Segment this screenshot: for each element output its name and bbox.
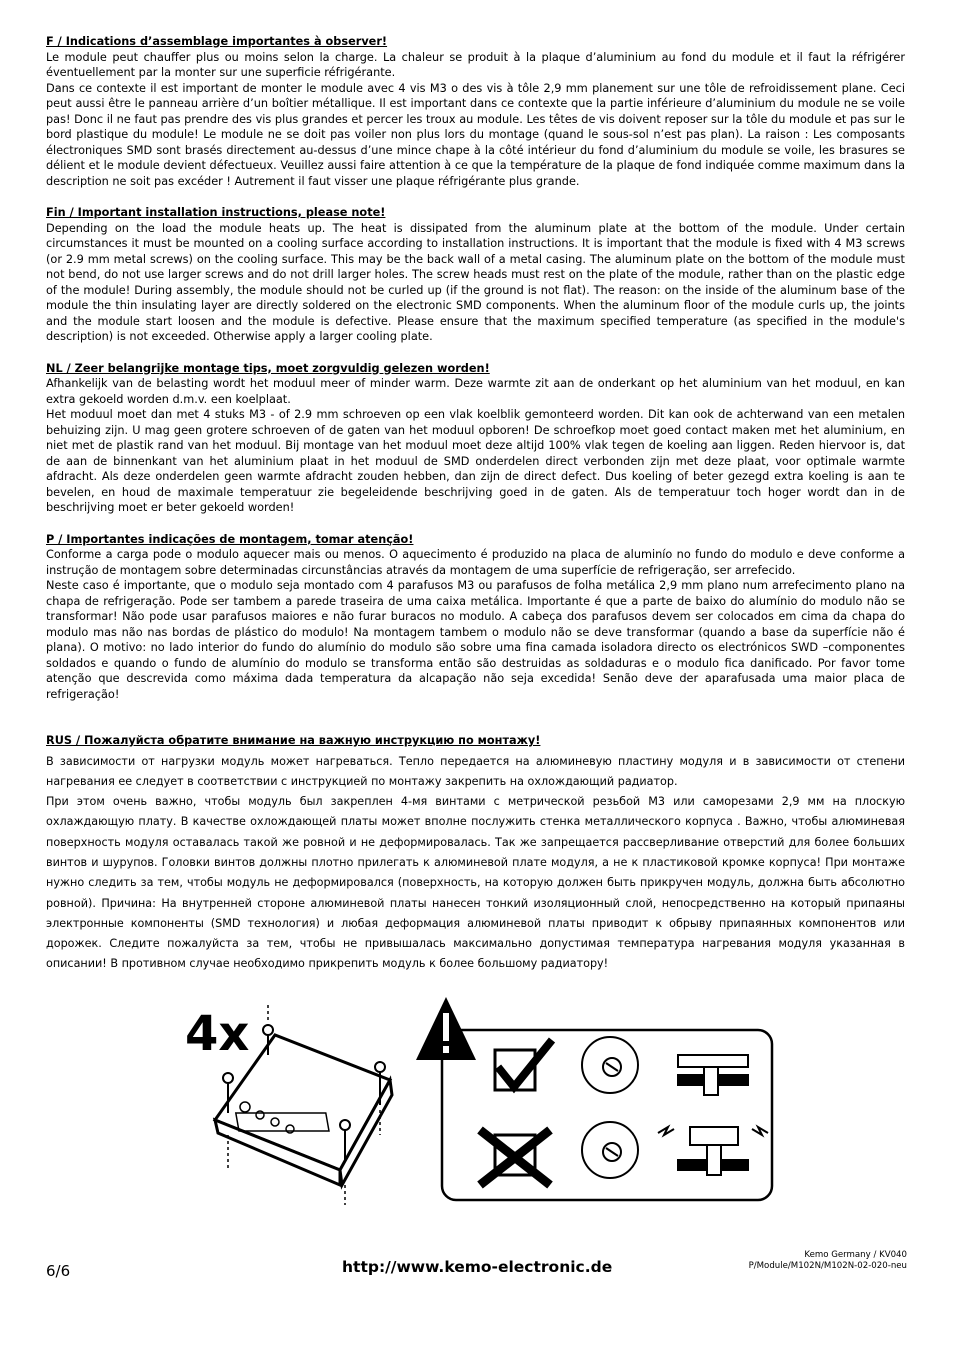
paragraph: Conforme a carga pode o modulo aquecer mais ou menos. O aquecimento é produzido na placa de aluminío no fundo do modulo e deve conforme a instrução de montagem sobre determinadas circunstâncias através da montagem de uma superfície de refrigeração, ser arrefecido. (46, 548, 905, 577)
section-heading: Fin / Important installation instructions, please note! (46, 206, 386, 219)
quantity-label: 4x (185, 1006, 250, 1062)
warning-triangle-icon (416, 997, 476, 1060)
section-heading: RUS / Пожалуйста обратите внимание на важную инструкцию по монтажу! (46, 734, 541, 747)
paragraph: Dans ce contexte il est important de monter le module avec 4 vis M3 o des vis à tôle 2,9 mm planement sur une tôle de refroidissement plane. Ceci peut aussi être le panneau arrière d’un boîtier métallique. Il est important dans ce contexte que la partie inférieure d’aluminium du module ne se voile pas! Donc il ne faut pas prendre des vis plus grandes et percer les troux au module. Les têtes de vis doivent reposer sur la tôle du module et pas sur le bord plastique du module! Le module ne se doit pas voiler non plus lors du montage (quand le sous-sol n’est pas plan). La raison : Les composants électroniques SMD sont brasés directement au-dessus d’une mince chape à la côté intérieur du fond d’aluminium du module se voile, les brasures se délient et le module devient défectueux. Veuillez aussi faire attention à ce que la température de la plaque de fond indiquée comme maximum dans la description ne soit pas excéder ! Autrement il faut visser une plaque réfrigérante plus grande. (46, 81, 905, 188)
reference-line: P/Module/M102N/M102N-02-020-neu (748, 1261, 907, 1271)
module-screws-diagram (185, 1005, 392, 1205)
document-body (46, 34, 905, 991)
section-heading: P / Importantes indicações de montagem, tomar atenção! (46, 532, 414, 546)
paragraph: Neste caso é importante, que o modulo seja montado com 4 parafusos M3 ou parafusos de folha metálica 2,9 mm plano num arrefecimento plano na chapa de refrigeração. Pode ser tambem a parede traseira de uma caixa metálica. Importante é que a parte de baixo do alumínio do modulo não se transformar! Não pode usar parafusos maiores e não furar buracos no modulo. A cabeça dos parafusos devem ser colocados em cima da chapa do modulo mas não nas bordas de plástico do modulo! Na montagem tambem o modulo não se deve transformar (quando a base da superfície não é plana). O motivo: no lado interior do fundo do alumínio do modulo são sobre uma fina camada isoladora directo os electrónicos SWD –componentes soldados e quando o fundo de alumínio do modulo se transforma então são destruidas as soldaduras e o modulo fica danificado. Por favor tome atenção que descrevida como máxima dada temperatura da alcapação não seja excedida! Senão deve der aparafusada uma maior placa de refrigeração! (46, 579, 905, 701)
paragraph: Afhankelijk van de belasting wordt het moduul meer of minder warm. Deze warmte zit aan de onderkant op het aluminium van het moduul, en kan extra gekoeld worden d.m.v. een koelplaat. (46, 377, 905, 406)
section-ru (46, 733, 905, 975)
paragraph: Depending on the load the module heats up. The heat is dissipated from the aluminum plate at the bottom of the module. Under certain circumstances it must be mounted on a cooling surface according to installation instructions. It is important that the module is fixed with 4 M3 screws (or 2.9 mm metal screws) on the cooling surface. This may be the back wall of a metal casing. The aluminum plate on the bottom of the module must not bend, do not use larger screws and do not drill larger holes. The screw heads must rest on the plate of the module, rather than on the plastic edge of the module! During assembly, the module should not be curled up (if the ground is not flat). The reason: on the inside of the aluminum base of the module the thin insulating layer are directly soldered on the electronic SMD components. When the aluminum floor of the module curls up, the joints and the module start loosen and the module is defective. Please ensure that the maximum specified temperature (as specified in the module's description) is not exceeded. Otherwise apply a larger cooling plate. (46, 221, 905, 343)
paragraph: При этом очень важно, чтобы модуль был закреплен 4-мя винтами с метрической резьбой M3 или саморезами 2,9 мм на плоскую охлаждающую плату. В качестве охлождающей платы может вполне послужить стенка металлического корпуса . Важно, чтобы алюминевая поверхность модуля оставалась такой же ровной и не деформировалась. Так же запрещается рассверливание отверстий для более больших винтов и шурупов. Головки винтов должны плотно прилегать к алюминевой плате модуля, а не к пластиковой кромке корпуса! При монтаже нужно следить за тем, чтобы модуль не деформировался (поверхность, на которую должен быть прикручен модуль, должна быть абсолютно ровной). Причина: На внутренней стороне алюминевой платы нанесен тонкий изоляционный слой, непосредственно на который припаяны электронные компоненты (SMD технология) и любая деформация алюминевой платы приводит к обрыву припаянных компонентов или дорожек. Следите пожалуйста за тем, чтобы не привышалась максимально допустимая температура нагревания модуля указанная в описании! В противном случае необходимо прикрепить модуль к более большому радиатору! (46, 795, 905, 971)
section-heading: F / Indications d’assemblage importantes à observer! (46, 35, 388, 48)
paragraph: Le module peut chauffer plus ou moins selon la charge. La chaleur se produit à la plaque d’aluminium au fond du module et il faut la réfrigérer éventuellement par la monter sur une superficie réfrigérante. (46, 50, 905, 79)
section-nl (46, 361, 905, 516)
reference-line: Kemo Germany / KV040 (804, 1250, 907, 1260)
page-number: 6/6 (46, 1262, 71, 1280)
section-pt (46, 532, 905, 703)
section-heading: NL / Zeer belangrijke montage tips, moet zorgvuldig gelezen worden! (46, 361, 490, 375)
section-fr (46, 34, 905, 189)
paragraph: В зависимости от нагрузки модуль может нагреваться. Тепло передается на алюминевую пластину модуля и в зависимости от степени нагревания ее следует в соответствии с инструкцией по монтажу закрепить на охлождающий радиатор. (46, 754, 905, 788)
mounting-illustration (180, 995, 780, 1205)
paragraph: Het moduul moet dan met 4 stuks M3 - of 2.9 mm schroeven op een vlak koelblik gemonteerd worden. Dit kan ook de achterwand van een metalen behuizing zijn. U mag geen grotere schroeven of de gaten van het moduul opboren! De schroefkop moet goed contact maken met het aluminium, en niet met de plastik rand van het moduul. Bij montage van het moduul moet deze altijd 100% vlak tegen de koeling aan liggen. Reden hiervoor is, dat de aan de binnenkant van het aluminium plaat in het moduul de SMD onderdelen direct verbonden zijn met deze plaat, voor optimale warmte afdracht. Als deze onderdelen geen warmte afdracht zouden hebben, dan zijn de direct defect. Dus koeling of beter gezegd extra koeling is aan te bevelen, en houd de maximale temperatuur zie begeleidende beschrijving goed in de gaten. Als de temperatuur toch hoger wordt dan in de beschrijving moet er beter gekoeld worden! (46, 408, 905, 514)
website-url[interactable]: http://www.kemo-electronic.de (342, 1258, 613, 1276)
instruction-panel (416, 997, 772, 1200)
document-reference (749, 1250, 907, 1272)
section-en (46, 205, 905, 345)
